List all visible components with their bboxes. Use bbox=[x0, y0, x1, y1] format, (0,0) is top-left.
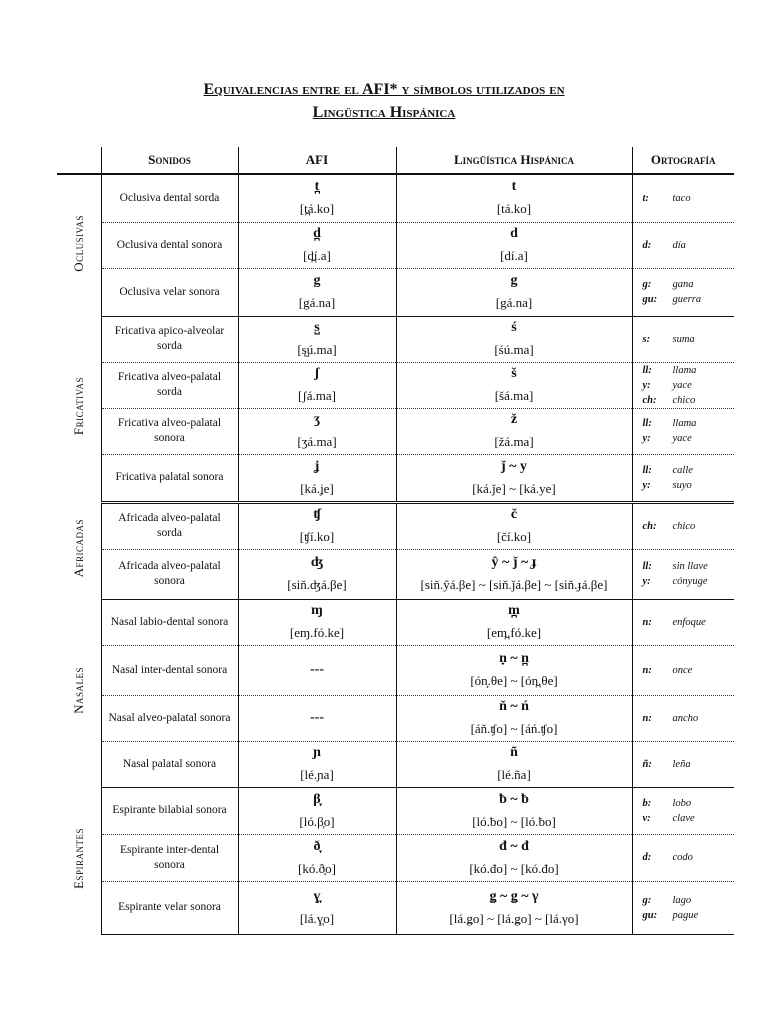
table-row bbox=[57, 645, 734, 695]
orthography-line bbox=[643, 277, 735, 292]
group-label: Fricativas bbox=[70, 377, 86, 436]
lh-example: [ón̟.θe] ~ [ón̪.θe] bbox=[470, 673, 558, 688]
afi-example: [ʃá.ma] bbox=[298, 388, 336, 403]
group-label-cell bbox=[57, 316, 101, 502]
afi-symbol: s̺ bbox=[314, 320, 320, 335]
orthography-cell bbox=[632, 599, 734, 645]
orthography-letter: gu: bbox=[642, 294, 658, 305]
orthography-line bbox=[643, 393, 735, 408]
lh-cell bbox=[396, 881, 632, 934]
orthography-letter: v: bbox=[642, 812, 651, 824]
afi-symbol: ʧ bbox=[313, 507, 321, 522]
sound-description: Fricativa alveo-palatal sorda bbox=[101, 362, 238, 408]
orthography-cell bbox=[632, 834, 734, 881]
orthography-letter: n: bbox=[642, 616, 652, 628]
lh-symbol: ň ~ ń bbox=[499, 699, 529, 714]
sound-description: Africada alveo-palatal sonora bbox=[101, 549, 238, 599]
orthography-line bbox=[643, 238, 735, 253]
orthography-word: yace bbox=[672, 433, 692, 444]
orthography-line bbox=[643, 908, 735, 923]
sound-description: Africada alveo-palatal sorda bbox=[101, 502, 238, 549]
lh-example: [lá.ǥo] ~ [lá.ǥo] ~ [lá.γo] bbox=[449, 910, 579, 926]
lh-cell bbox=[396, 454, 632, 502]
orthography-cell bbox=[632, 741, 734, 787]
table-row bbox=[57, 695, 734, 741]
orthography-word: leña bbox=[672, 758, 691, 770]
sound-description: Fricativa alveo-palatal sonora bbox=[101, 408, 238, 454]
afi-cell bbox=[238, 881, 396, 934]
table-row bbox=[57, 502, 734, 549]
afi-symbol: ʃ bbox=[314, 366, 320, 381]
lh-example: [siň.ŷá.βe] ~ [siň.ǰá.βe] ~ [siň.ɟá.βe] bbox=[420, 577, 608, 592]
table-body bbox=[57, 174, 734, 934]
orthography-line bbox=[643, 663, 735, 678]
lh-example: [gá.na] bbox=[495, 295, 533, 310]
afi-symbol: d̪ bbox=[313, 226, 321, 241]
sound-description: Espirante velar sonora bbox=[101, 881, 238, 934]
afi-example: [t̪á.ko] bbox=[299, 201, 335, 217]
lh-symbol: ñ bbox=[510, 745, 518, 760]
orthography-letter: n: bbox=[642, 664, 652, 676]
lh-example: [čí.ko] bbox=[496, 529, 532, 544]
orthography-line bbox=[643, 711, 735, 726]
lh-example: [šá.ma] bbox=[494, 388, 534, 403]
orthography-line bbox=[643, 559, 735, 574]
lh-example: [lé.ña] bbox=[497, 767, 531, 782]
orthography-word: guerra bbox=[672, 294, 702, 305]
orthography-word: codo bbox=[672, 852, 693, 863]
lh-symbol: ž bbox=[510, 412, 518, 427]
afi-cell bbox=[238, 695, 396, 741]
orthography-cell bbox=[632, 222, 734, 268]
orthography-word: calle bbox=[672, 464, 693, 476]
table-row bbox=[57, 787, 734, 834]
orthography-word: cónyuge bbox=[672, 576, 708, 587]
table-row bbox=[57, 268, 734, 316]
lh-symbol: n̟ ~ n̪ bbox=[499, 651, 529, 666]
afi-cell bbox=[238, 502, 396, 549]
lh-symbol: č bbox=[510, 507, 518, 522]
orthography-letter: ll: bbox=[642, 464, 652, 476]
lh-symbol: ś bbox=[511, 320, 517, 335]
orthography-word: suma bbox=[672, 333, 695, 345]
document-title bbox=[0, 78, 768, 124]
sound-description: Nasal palatal sonora bbox=[101, 741, 238, 787]
orthography-word: sin llave bbox=[672, 561, 708, 572]
orthography-word: lobo bbox=[672, 797, 692, 809]
lh-symbol: đ ~ đ bbox=[499, 838, 529, 854]
lh-example: [áň.ʧo] ~ [áń.ʧo] bbox=[470, 721, 558, 736]
table-row bbox=[57, 316, 734, 362]
lh-cell bbox=[396, 695, 632, 741]
afi-symbol: ð̞ bbox=[313, 838, 321, 854]
orthography-line bbox=[643, 757, 735, 772]
afi-symbol: --- bbox=[310, 710, 324, 725]
afi-example: [ká.ʝe] bbox=[300, 480, 334, 496]
orthography-letter: s: bbox=[642, 333, 651, 345]
sound-description: Oclusiva dental sonora bbox=[101, 222, 238, 268]
group-label-cell bbox=[57, 787, 101, 934]
orthography-letter: ñ: bbox=[642, 758, 652, 770]
orthography-letter: ll: bbox=[642, 418, 652, 429]
orthography-cell bbox=[632, 316, 734, 362]
afi-example: [ʒá.ma] bbox=[297, 434, 337, 449]
lh-symbol: ŷ ~ ǰ ~ ɟ bbox=[491, 555, 537, 570]
afi-symbol: ɣ̞ bbox=[313, 888, 321, 904]
orthography-word: llama bbox=[672, 364, 697, 376]
orthography-cell bbox=[632, 174, 734, 222]
afi-cell bbox=[238, 174, 396, 222]
lh-cell bbox=[396, 502, 632, 549]
table-row bbox=[57, 174, 734, 222]
afi-example: [s̺ú.ma] bbox=[297, 342, 337, 357]
afi-symbol: g bbox=[313, 273, 321, 288]
afi-symbol: ɱ bbox=[311, 603, 323, 618]
orthography-line bbox=[643, 292, 735, 307]
orthography-word: once bbox=[672, 664, 693, 676]
equivalence-table bbox=[57, 147, 734, 935]
afi-example: [gá.na] bbox=[298, 295, 336, 310]
lh-example: [kó.đo] ~ [kó.đo] bbox=[469, 860, 559, 876]
orthography-letter: t: bbox=[642, 192, 649, 204]
table-row bbox=[57, 549, 734, 599]
lh-cell bbox=[396, 645, 632, 695]
lh-cell bbox=[396, 834, 632, 881]
orthography-cell bbox=[632, 549, 734, 599]
lh-symbol: t bbox=[511, 179, 517, 195]
lh-symbol: m̪ bbox=[508, 603, 520, 618]
sound-description: Espirante bilabial sonora bbox=[101, 787, 238, 834]
lh-example: [ká.ǰe] ~ [ká.ye] bbox=[472, 480, 556, 496]
sound-description: Nasal alveo-palatal sonora bbox=[101, 695, 238, 741]
orthography-letter: b: bbox=[642, 797, 652, 809]
orthography-cell bbox=[632, 268, 734, 316]
orthography-letter: ll: bbox=[642, 561, 652, 572]
afi-cell bbox=[238, 454, 396, 502]
orthography-word: clave bbox=[672, 812, 695, 824]
table-row bbox=[57, 834, 734, 881]
orthography-line bbox=[643, 363, 735, 378]
orthography-line bbox=[643, 191, 735, 206]
orthography-word: lago bbox=[672, 894, 692, 906]
lh-example: [žá.ma] bbox=[494, 434, 534, 449]
lh-cell bbox=[396, 174, 632, 222]
header-row bbox=[57, 147, 734, 174]
lh-cell bbox=[396, 408, 632, 454]
orthography-word: enfoque bbox=[672, 616, 706, 628]
header-afi: AFI bbox=[238, 147, 396, 174]
orthography-word: gana bbox=[672, 279, 694, 290]
table-row bbox=[57, 454, 734, 502]
orthography-line bbox=[643, 416, 735, 431]
table-row bbox=[57, 741, 734, 787]
orthography-cell bbox=[632, 881, 734, 934]
sound-description: Nasal labio-dental sonora bbox=[101, 599, 238, 645]
orthography-line bbox=[643, 431, 735, 446]
table-row bbox=[57, 222, 734, 268]
orthography-cell bbox=[632, 645, 734, 695]
orthography-line bbox=[643, 811, 735, 826]
lh-example: [ló.ƀo] ~ [ló.ƀo] bbox=[472, 813, 556, 829]
lh-cell bbox=[396, 362, 632, 408]
header-linguistica: Lingüística Hispánica bbox=[396, 147, 632, 174]
orthography-letter: ll: bbox=[642, 364, 652, 376]
group-label: Nasales bbox=[70, 667, 86, 714]
orthography-letter: g: bbox=[642, 894, 652, 906]
afi-symbol: β̞ bbox=[313, 791, 321, 807]
orthography-line bbox=[643, 519, 735, 534]
orthography-word: yace bbox=[672, 379, 692, 391]
lh-cell bbox=[396, 549, 632, 599]
header-sonidos: Sonidos bbox=[101, 147, 238, 174]
afi-example: [lá.ɣ̞o] bbox=[299, 910, 335, 926]
lh-symbol: ƀ ~ ƀ bbox=[499, 791, 529, 807]
afi-cell bbox=[238, 549, 396, 599]
lh-symbol: š bbox=[511, 366, 517, 381]
lh-cell bbox=[396, 787, 632, 834]
orthography-letter: y: bbox=[642, 479, 651, 491]
afi-example: [eɱ.fó.ke] bbox=[289, 625, 345, 640]
lh-example: [dí.a] bbox=[500, 248, 528, 263]
table-row bbox=[57, 408, 734, 454]
orthography-cell bbox=[632, 408, 734, 454]
group-label-cell bbox=[57, 174, 101, 316]
orthography-line bbox=[643, 893, 735, 908]
orthography-word: chico bbox=[672, 394, 696, 406]
lh-example: [śú.ma] bbox=[494, 342, 534, 357]
afi-symbol: ʒ bbox=[313, 412, 321, 427]
sound-description: Espirante inter-dental sonora bbox=[101, 834, 238, 881]
orthography-letter: ch: bbox=[642, 520, 657, 532]
orthography-cell bbox=[632, 502, 734, 549]
orthography-cell bbox=[632, 787, 734, 834]
sound-description: Oclusiva velar sonora bbox=[101, 268, 238, 316]
lh-symbol: g bbox=[510, 273, 518, 288]
afi-symbol: ʤ bbox=[310, 555, 324, 570]
afi-cell bbox=[238, 741, 396, 787]
afi-cell bbox=[238, 408, 396, 454]
orthography-word: chico bbox=[672, 520, 696, 532]
afi-cell bbox=[238, 362, 396, 408]
lh-example: [tá.ko] bbox=[496, 201, 532, 217]
afi-example: [siň.ʤá.βe] bbox=[287, 577, 347, 592]
orthography-cell bbox=[632, 362, 734, 408]
orthography-line bbox=[643, 478, 735, 493]
orthography-letter: y: bbox=[642, 379, 651, 391]
lh-cell bbox=[396, 741, 632, 787]
lh-cell bbox=[396, 222, 632, 268]
orthography-word: taco bbox=[672, 192, 691, 204]
afi-symbol: ʝ bbox=[314, 458, 320, 474]
orthography-line bbox=[643, 574, 735, 589]
orthography-letter: n: bbox=[642, 712, 652, 724]
group-label: Oclusivas bbox=[70, 214, 86, 272]
orthography-letter: y: bbox=[642, 576, 651, 587]
orthography-line bbox=[643, 463, 735, 478]
afi-cell bbox=[238, 599, 396, 645]
lh-cell bbox=[396, 599, 632, 645]
lh-symbol: ǥ ~ ǥ ~ γ bbox=[489, 888, 539, 904]
group-label: Espirantes bbox=[70, 827, 86, 889]
orthography-word: suyo bbox=[672, 479, 692, 491]
orthography-word: día bbox=[672, 239, 686, 251]
afi-symbol: --- bbox=[310, 662, 324, 677]
group-label-cell bbox=[57, 502, 101, 599]
afi-example: [ló.β̞o] bbox=[299, 813, 335, 829]
orthography-cell bbox=[632, 695, 734, 741]
afi-example: [kó.ð̞o] bbox=[298, 860, 336, 876]
header-empty bbox=[57, 147, 101, 174]
orthography-letter: d: bbox=[642, 852, 652, 863]
sound-description: Nasal inter-dental sonora bbox=[101, 645, 238, 695]
afi-symbol: t̪ bbox=[314, 179, 320, 195]
lh-symbol: d bbox=[510, 226, 518, 241]
orthography-line bbox=[643, 796, 735, 811]
orthography-letter: ch: bbox=[642, 394, 657, 406]
lh-cell bbox=[396, 316, 632, 362]
orthography-line bbox=[643, 378, 735, 393]
lh-symbol: ǰ ~ y bbox=[501, 458, 527, 474]
afi-cell bbox=[238, 316, 396, 362]
sound-description: Fricativa palatal sonora bbox=[101, 454, 238, 502]
afi-example: [ʧí.ko] bbox=[299, 529, 335, 544]
afi-example: [lé.ɲa] bbox=[300, 767, 334, 782]
orthography-line bbox=[643, 850, 735, 865]
afi-cell bbox=[238, 834, 396, 881]
group-label-cell bbox=[57, 599, 101, 787]
orthography-letter: gu: bbox=[642, 909, 658, 921]
afi-cell bbox=[238, 645, 396, 695]
orthography-letter: g: bbox=[642, 279, 652, 290]
afi-cell bbox=[238, 222, 396, 268]
orthography-word: ancho bbox=[672, 712, 699, 724]
orthography-letter: y: bbox=[642, 433, 651, 444]
table-row bbox=[57, 881, 734, 934]
orthography-letter: d: bbox=[642, 239, 652, 251]
group-label: Africadas bbox=[70, 518, 86, 578]
orthography-word: llama bbox=[672, 418, 697, 429]
afi-cell bbox=[238, 787, 396, 834]
table-row bbox=[57, 599, 734, 645]
orthography-word: pague bbox=[672, 909, 699, 921]
sound-description: Oclusiva dental sorda bbox=[101, 174, 238, 222]
title-line-1: Equivalencias entre el AFI* y símbolos utilizados en bbox=[203, 81, 565, 98]
afi-cell bbox=[238, 268, 396, 316]
orthography-line bbox=[643, 332, 735, 347]
afi-symbol: ɲ bbox=[313, 745, 321, 760]
title-line-2: Lingüstica Hispánica bbox=[312, 104, 456, 121]
header-ortografia: Ortografía bbox=[632, 147, 734, 174]
lh-example: [em̪.fó.ke] bbox=[486, 625, 542, 640]
table-row bbox=[57, 362, 734, 408]
orthography-cell bbox=[632, 454, 734, 502]
afi-example: [d̪í.a] bbox=[303, 248, 331, 263]
orthography-line bbox=[643, 615, 735, 630]
lh-cell bbox=[396, 268, 632, 316]
sound-description: Fricativa apico-alveolar sorda bbox=[101, 316, 238, 362]
